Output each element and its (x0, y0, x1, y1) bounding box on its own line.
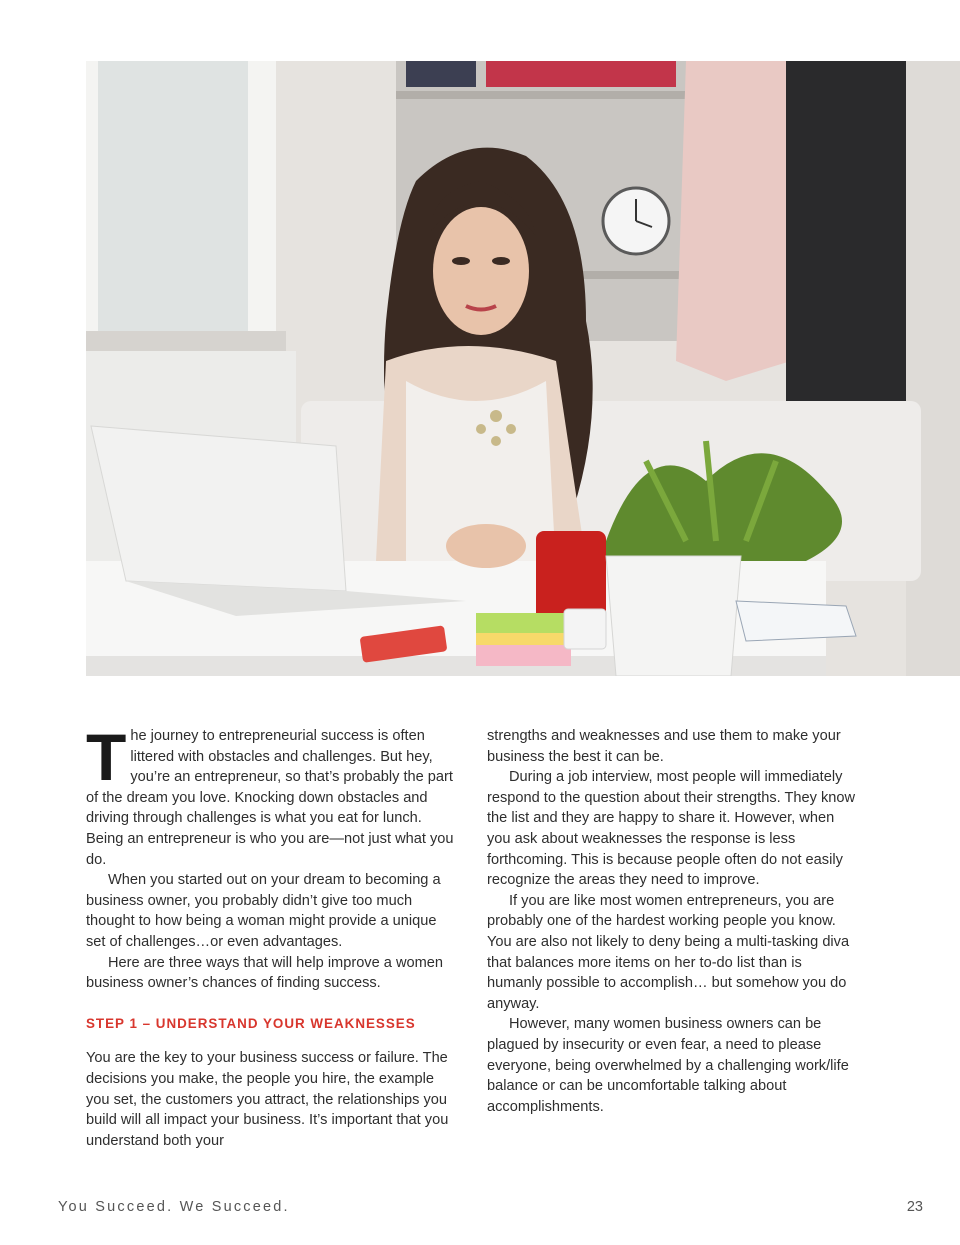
body-paragraph: Here are three ways that will help improve a women business owner’s chances of finding success. (86, 954, 443, 992)
body-paragraph: If you are like most women entrepreneurs, you are probably one of the hardest working people you know. You are also not likely to deny being a multi-tasking diva that balances more items on her to-do list than is humanly possible to accomplish… but somehow you do anyway. (487, 892, 850, 1012)
body-paragraph: When you started out on your dream to becoming a business owner, you probably didn’t give too much thought to how being a woman might provide a unique set of challenges…or even advantages. (86, 872, 441, 950)
footer-tagline: You Succeed. We Succeed. (58, 1199, 290, 1215)
step-heading: STEP 1 – UNDERSTAND YOUR WEAKNESSES (86, 1015, 416, 1031)
body-paragraph: You are the key to your business success or failure. The decisions you make, the people you hire, the example you set, the customers you attract, the relationships you build will all impact your business. It’s important that you understand both your (86, 1050, 449, 1149)
article-column-left (86, 720, 458, 1149)
body-paragraph: During a job interview, most people will immediately respond to the question about their strengths. They know the list and they are happy to share it. However, when you ask about weaknesses the response is less forthcoming. This is because people often do not easily recognize the areas they need to improve. (487, 769, 856, 889)
intro-paragraph: he journey to entrepreneurial success is often littered with obstacles and challenges. But hey, you’re an entrepreneur, so that’s probably the part of the dream you love. Knocking down obstacles and driving through challenges is what you eat for lunch. Being an entrepreneur is who you are—not just what you do. (86, 728, 454, 868)
body-paragraph-continued: strengths and weaknesses and use them to make your business the best it can be. (487, 728, 841, 765)
body-paragraph: However, many women business owners can be plagued by insecurity or even fear, a need to please everyone, being overwhelmed by a challenging work/life balance or can be uncomfortable talking about accomplishments. (487, 1016, 849, 1115)
drop-cap: T (86, 720, 127, 794)
page-number: 23 (906, 1199, 923, 1215)
hero-photo (86, 61, 960, 676)
article-column-right (487, 726, 859, 1117)
